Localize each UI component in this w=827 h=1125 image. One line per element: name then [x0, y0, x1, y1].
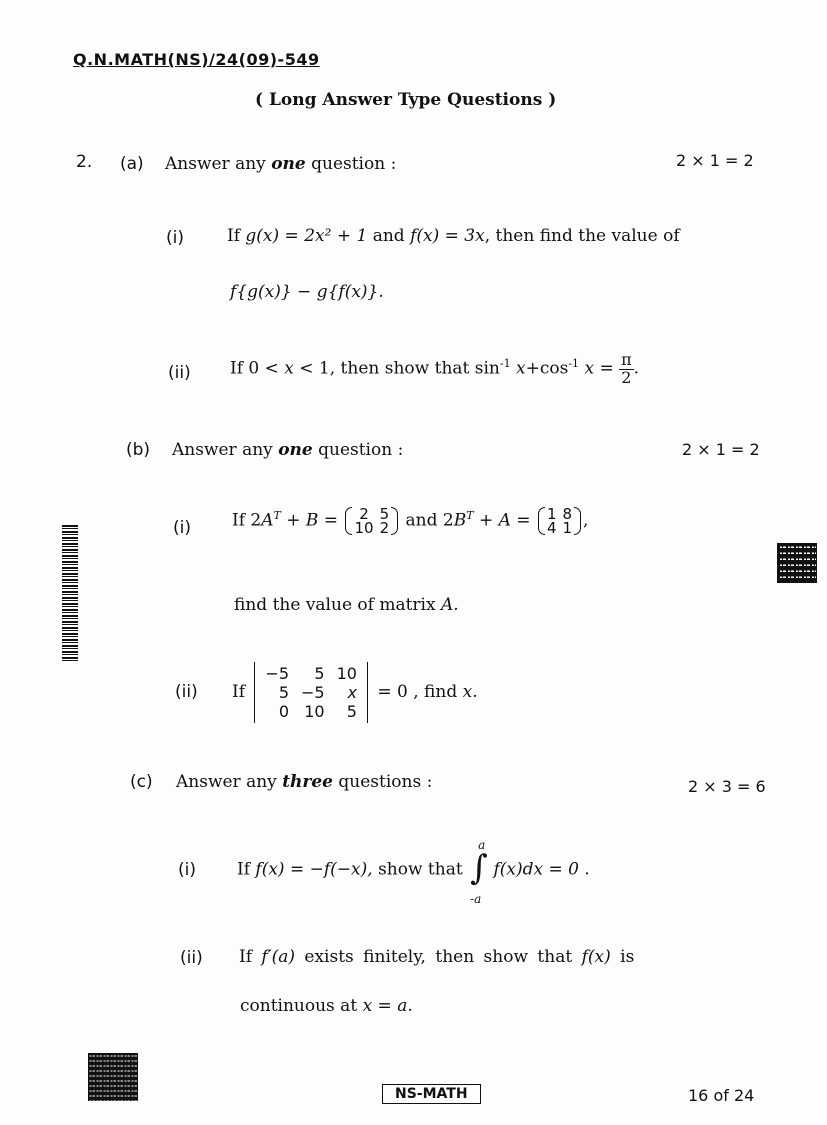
part-c-ii-text: If f′(a) exists finitely, then show that f(x) is — [239, 947, 635, 967]
matrix-one: 2 5 10 2 — [345, 507, 398, 535]
part-a-i-text: If g(x) = 2x² + 1 and f(x) = 3x, then find the value of — [227, 226, 680, 246]
part-a-ii-text: If 0 < x < 1, then show that $\sin^{-1} x+\cos^{-1}$ x = $\frac{\pi}{2}$ . — [230, 350, 640, 387]
part-c-i-text: If f(x) = −f(−x), show that a ∫ -a f(x)dx = 0 . — [237, 838, 590, 906]
part-c-label: (c) — [130, 772, 153, 792]
part-b-i-text: If $2A^T + B$ = 2 5 10 2 and $2B^T + A$ = 1 8 4 1 , — [232, 505, 589, 537]
part-c-i-label: (i) — [178, 860, 196, 880]
part-b-instruction: Answer any one question : — [172, 440, 404, 460]
qr-code-right — [777, 543, 817, 583]
part-c-marks: 2 × 3 = 6 — [688, 777, 766, 796]
part-a-i-expression: f{g(x)} − g{f(x)}. — [230, 282, 384, 302]
part-b-label: (b) — [126, 440, 151, 460]
part-a-label: (a) — [120, 154, 144, 174]
matrix-two: 1 8 4 1 — [538, 507, 581, 535]
barcode-image — [62, 525, 78, 662]
subject-code-box: NS-MATH — [382, 1084, 481, 1104]
page-number: 16 of 24 — [688, 1086, 755, 1105]
part-b-ii-text: If −5 5 10 5 −5 x 0 10 5 = 0 , find x. — [232, 664, 478, 721]
qr-code-bottom — [88, 1053, 138, 1101]
paper-code: Q.N.MATH(NS)/24(09)-549 — [73, 50, 320, 69]
part-b-i-label: (i) — [173, 518, 191, 538]
part-b-i-line2: find the value of matrix A. — [234, 595, 459, 615]
part-c-ii-line2: continuous at x = a. — [240, 996, 413, 1016]
section-title: ( Long Answer Type Questions ) — [255, 90, 557, 110]
question-number: 2. — [76, 152, 93, 172]
part-b-ii-label: (ii) — [175, 682, 198, 702]
part-a-marks: 2 × 1 = 2 — [676, 151, 754, 170]
part-a-ii-label: (ii) — [168, 363, 191, 383]
part-a-i-label: (i) — [166, 228, 184, 248]
determinant: −5 5 10 5 −5 x 0 10 5 — [254, 662, 368, 723]
part-c-instruction: Answer any three questions : — [176, 772, 433, 792]
part-b-marks: 2 × 1 = 2 — [682, 440, 760, 459]
integral-sign: a ∫ -a — [470, 838, 488, 906]
part-c-ii-label: (ii) — [180, 948, 203, 968]
part-a-instruction: Answer any one question : — [165, 154, 397, 174]
pi-over-two-fraction: $\frac{\pi}{2}$ — [621, 350, 632, 387]
